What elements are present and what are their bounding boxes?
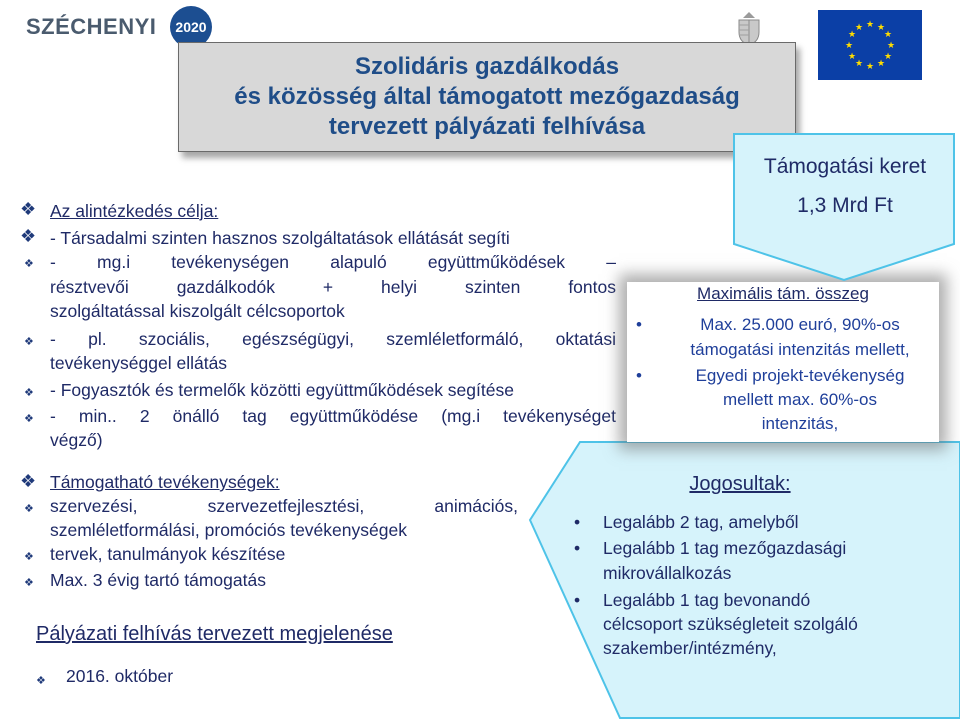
small-diamond-bullet-icon: ❖ [36, 675, 46, 687]
goal-line: - Társadalmi szinten hasznos szolgáltatások ellátását segíti [50, 228, 510, 248]
svg-text:★: ★ [883, 52, 893, 62]
logo-badge: 2020 [170, 6, 212, 48]
title-box [178, 42, 796, 152]
small-diamond-bullet-icon: ❖ [24, 413, 34, 425]
activities-heading: Támogatható tevékenységek: [50, 472, 280, 492]
max-support-title: Maximális tám. összeg [697, 284, 869, 303]
diamond-bullet-icon: ❖ [20, 199, 37, 219]
activities-line: szervezési, szervezetfejlesztési, animációs, [50, 496, 518, 516]
small-diamond-bullet-icon: ❖ [24, 258, 34, 270]
eligible-title: Jogosultak: [689, 473, 791, 495]
small-diamond-bullet-icon: ❖ [24, 503, 34, 515]
small-diamond-bullet-icon: ❖ [24, 387, 34, 399]
publication-date: 2016. október [66, 666, 174, 686]
svg-text:★: ★ [847, 52, 857, 62]
diamond-bullet-icon: ❖ [20, 471, 37, 491]
budget-title: Támogatási keret [763, 155, 927, 178]
eligible-line: Legalább 1 tag bevonandó [603, 590, 811, 610]
hungarian-crest-icon [734, 10, 764, 46]
title-line-2: és közösség által támogatott mezőgazdaság [234, 83, 740, 110]
svg-text:★: ★ [865, 62, 875, 72]
goal-line: résztvevői gazdálkodók + helyi szinten fontos [50, 277, 616, 297]
eligible-line: Legalább 2 tag, amelyből [603, 512, 799, 532]
activities-line: tervek, tanulmányok készítése [50, 544, 286, 564]
goal-line: - min.. 2 önálló tag együttműködése (mg.i tevékenységet [50, 406, 616, 426]
logo-text: SZÉCHENYI [26, 14, 157, 39]
goal-line: - pl. szociális, egészségügyi, szemléletformáló, oktatási [50, 329, 616, 349]
max-support-line: mellett max. 60%-os [723, 390, 877, 409]
eu-flag-icon [818, 10, 922, 80]
goal-line: - Fogyasztók és termelők közötti együttműködések segítése [50, 380, 514, 400]
max-support-line: támogatási intenzitás mellett, [690, 340, 910, 359]
svg-text:★: ★ [854, 59, 864, 69]
publication-heading: Pályázati felhívás tervezett megjelenése [36, 623, 393, 645]
max-support-line: Max. 25.000 euró, 90%-os [700, 315, 900, 334]
title-line-3: tervezett pályázati felhívása [328, 113, 646, 140]
budget-value: 1,3 Mrd Ft [797, 194, 893, 217]
eligible-line: szakember/intézmény, [603, 638, 777, 658]
goal-heading: Az alintézkedés célja: [50, 201, 219, 221]
eligible-line: mikrovállalkozás [603, 563, 732, 583]
svg-text:★: ★ [886, 41, 896, 51]
diamond-bullet-icon: ❖ [20, 226, 37, 246]
goal-line: végző) [50, 430, 103, 450]
small-diamond-bullet-icon: ❖ [24, 551, 34, 563]
small-diamond-bullet-icon: ❖ [24, 577, 34, 589]
svg-text:★: ★ [844, 41, 854, 51]
svg-text:★: ★ [876, 23, 886, 33]
eligible-line: Legalább 1 tag mezőgazdasági [603, 538, 847, 558]
max-support-line: intenzitás, [761, 414, 839, 433]
svg-text:★: ★ [854, 23, 864, 33]
goal-line: tevékenységgel ellátás [50, 353, 228, 373]
eligible-line: célcsoport szükségleteit szolgáló [603, 614, 858, 634]
svg-text:★: ★ [865, 20, 875, 30]
goal-line: - mg.i tevékenységen alapuló együttműködések – [50, 252, 616, 272]
svg-text:★: ★ [847, 30, 857, 40]
svg-text:★: ★ [876, 59, 886, 69]
small-diamond-bullet-icon: ❖ [24, 336, 34, 348]
activities-line: szemléletformálási, promóciós tevékenységek [50, 520, 407, 540]
title-line-1: Szolidáris gazdálkodás [354, 53, 620, 80]
svg-text:★: ★ [883, 30, 893, 40]
activities-line: Max. 3 évig tartó támogatás [50, 570, 266, 590]
max-support-line: Egyedi projekt-tevékenység [695, 366, 905, 385]
goal-line: szolgáltatással kiszolgált célcsoportok [50, 301, 345, 321]
